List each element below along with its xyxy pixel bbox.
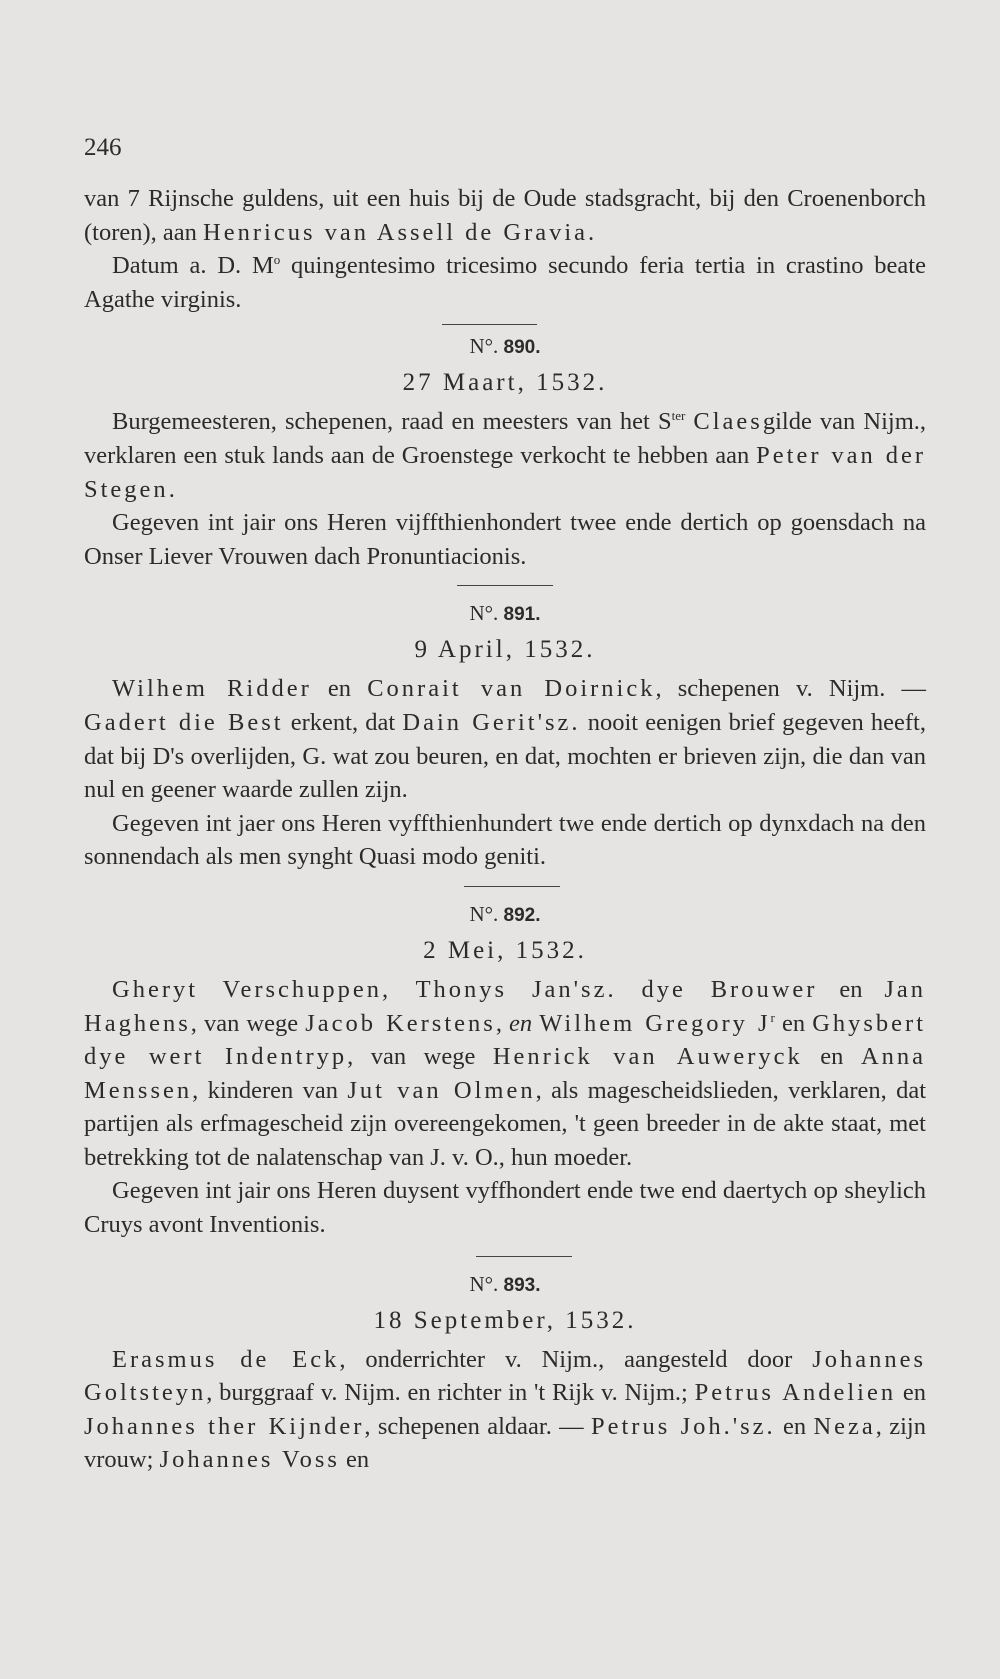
section-divider <box>464 886 560 887</box>
document-page <box>84 126 926 1666</box>
entry-date: 9 April, 1532. <box>414 636 596 664</box>
entry-summary: Erasmus de Eck, onderrichter v. Nijm., aangesteld door Johannes Goltsteyn, burggraaf v. Nijm. en richter in 't Rijk v. Nijm.; Petrus Andelien en Johannes ther Kijnder, schepenen aldaar. — Petrus Joh.'sz. en Neza, zijn vrouw; Johannes Voss en <box>84 1345 927 1474</box>
person-name: Conrait van Doirnick <box>367 675 656 703</box>
entry-number: N°. 892. <box>469 901 541 926</box>
page-number: 246 <box>84 134 122 161</box>
section-divider <box>442 324 537 325</box>
person-name: Peter van der Stegen <box>84 441 927 503</box>
entry-summary: Wilhem Ridder en Conrait van Doirnick, schepenen v. Nijm. — Gadert die Best erkent, dat Dain Gerit'sz. nooit eenigen brief gegeven heeft, dat bij D's overlijden, G. wat zou beuren, en dat, mochten er brieven zijn, die dan van nul en geener waarde zullen zijn. <box>84 675 927 804</box>
person-name: Petrus Andelien <box>694 1379 897 1407</box>
entry-date: 27 Maart, 1532. <box>402 369 608 397</box>
person-name: Ghysbert dye wert Indentryp <box>84 1009 927 1071</box>
person-name: Gadert die Best <box>84 708 284 736</box>
person-name: Wilhem Gregory J <box>539 1009 771 1037</box>
person-name: Henricus van Assell de Gravia <box>203 218 589 246</box>
entry-893 <box>84 1267 926 1339</box>
person-name: Jan Haghens <box>84 975 926 1037</box>
person-name: Neza <box>813 1412 876 1440</box>
section-divider <box>476 1256 572 1257</box>
person-name: Erasmus de Eck <box>112 1345 340 1373</box>
person-name: Dain Gerit'sz. <box>402 708 581 736</box>
entry-date: 2 Mei, 1532. <box>423 936 587 964</box>
dating-paragraph: Gegeven int jair ons Heren vijffthienhondert twee ende dertich op goensdach na Onser Liever Vrouwen dach Pronuntiacionis. <box>84 509 926 570</box>
entry-date: 18 September, 1532. <box>373 1306 637 1334</box>
intro-paragraph: van 7 Rijnsche guldens, uit een huis bij de Oude stadsgracht, bij den Croenenborch (toren), aan Henricus van Assell de Gravia. <box>84 185 926 246</box>
person-name: Gheryt Verschuppen, Thonys Jan'sz. dye Brouwer <box>112 975 818 1003</box>
dating-paragraph: Datum a. D. $M^o$ quingentesimo tricesimo secundo feria tertia in crastino beate Agathe virginis. <box>84 252 926 313</box>
person-name: Johannes Goltsteyn <box>84 1345 927 1407</box>
entry-summary: Gheryt Verschuppen, Thonys Jan'sz. dye Brouwer en Jan Haghens, van wege Jacob Kerstens, en Wilhem Gregory $J^r$ en Ghysbert dye wert Indentryp, van wege Henrick van Auweryck en Anna Menssen, kinderen van Jut van Olmen, als magescheidslieden, verklaren, dat partijen als erfmagescheid zijn overeengekomen, 't geen breeder in de akte staat, met betrekking tot de nalatenschap van J. v. O., hun moeder. <box>84 975 927 1171</box>
dating-paragraph: Gegeven int jair ons Heren duysent vyffhondert ende twe end daertych op sheylich Cruys avont Inventionis. <box>84 1177 926 1239</box>
person-name: Petrus Joh.'sz. <box>591 1412 776 1440</box>
person-name: Wilhem Ridder <box>112 675 312 703</box>
person-name: Johannes Voss <box>159 1446 340 1474</box>
person-name: Claes <box>693 408 763 436</box>
entry-number: N°. 893. <box>469 1271 541 1296</box>
section-divider <box>457 585 553 586</box>
entry-890 <box>84 329 926 401</box>
person-name: Jacob Kerstens <box>305 1009 496 1037</box>
person-name: Johannes ther Kijnder <box>84 1412 365 1440</box>
entry-number: N°. 890. <box>469 334 541 359</box>
dating-paragraph: Gegeven int jaer ons Heren vyffthienhundert twe ende dertich op dynxdach na den sonnendach als men synght Quasi modo geniti. <box>84 809 926 871</box>
person-name: Anna Menssen <box>84 1043 927 1104</box>
entry-892 <box>84 897 926 969</box>
person-name: Henrick van Auweryck <box>492 1043 803 1071</box>
person-name: Jut van Olmen <box>347 1076 536 1104</box>
entry-number: N°. 891. <box>469 601 541 626</box>
entry-summary: Burgemeesteren, schepenen, raad en meesters van het $S^{ter}$ Claesgilde van Nijm., verklaren een stuk lands aan de Groenstege verkocht te hebben aan Peter van der Stegen. <box>84 408 927 503</box>
entry-891 <box>84 596 926 668</box>
